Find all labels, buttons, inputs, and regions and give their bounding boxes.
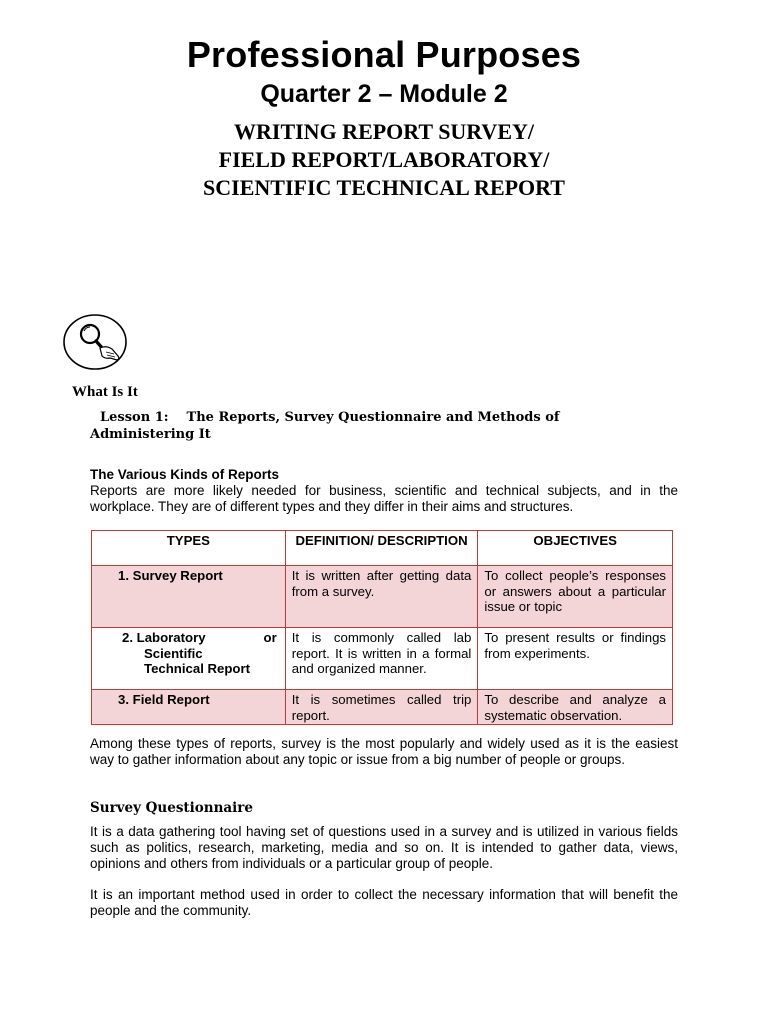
lesson-label: Lesson 1: (100, 410, 169, 425)
module-subtitle: Quarter 2 – Module 2 (260, 80, 508, 108)
type-cell-line: Technical Report (144, 661, 251, 676)
module-title: Professional Purposes (186, 34, 582, 75)
table-row (92, 628, 673, 690)
column-header-types: TYPES (92, 531, 286, 566)
type-cell-line: Scientific (144, 645, 203, 661)
topic-line: SCIENTIFIC TECHNICAL REPORT (203, 175, 565, 200)
table-row (92, 690, 673, 725)
topic-line: FIELD REPORT/LABORATORY/ (218, 147, 550, 172)
survey-questionnaire-para2: It is an important method used in order to collect the necessary information that will benefit the people and the community. (90, 887, 678, 918)
type-cell: 1. Survey Report (92, 566, 286, 628)
column-header-definition: DEFINITION/ DESCRIPTION (285, 531, 478, 566)
kinds-heading: The Various Kinds of Reports (90, 467, 280, 482)
kinds-intro: Reports are more likely needed for business, scientific and technical subjects, and in the workplace. They are of different types and they differ in their aims and structures. (90, 483, 678, 514)
magnifying-glass-hand-icon (62, 312, 128, 372)
type-cell-line: 2. Laboratory or (122, 630, 277, 645)
column-header-objectives: OBJECTIVES (478, 531, 673, 566)
objective-cell: To present results or findings from experiments. (478, 628, 673, 690)
topic-line: WRITING REPORT SURVEY/ (234, 119, 534, 144)
lesson-title (90, 409, 660, 443)
survey-questionnaire-heading: Survey Questionnaire (90, 800, 253, 816)
after-table-paragraph: Among these types of reports, survey is the most popularly and widely used as it is the easiest way to gather information about any topic or issue from a big number of people or groups. (90, 736, 678, 767)
definition-cell: It is commonly called lab report. It is written in a formal and organized manner. (285, 628, 478, 690)
table-row (92, 566, 673, 628)
objective-cell: To collect people’s responses or answers about a particular issue or topic (478, 566, 673, 628)
topic-heading (0, 118, 768, 202)
objective-cell: To describe and analyze a systematic observation. (478, 690, 673, 725)
type-cell: 3. Field Report (92, 690, 286, 725)
definition-cell: It is written after getting data from a survey. (285, 566, 478, 628)
section-heading: What Is It (72, 384, 138, 400)
definition-cell: It is sometimes called trip report. (285, 690, 478, 725)
type-cell (92, 628, 286, 690)
survey-questionnaire-para1: It is a data gathering tool having set of questions used in a survey and is utilized in various fields such as politics, research, marketing, media and so on. It is intended to gather data, views, opinions and others from individuals or a particular group of people. (90, 824, 678, 871)
table-header-row (92, 531, 673, 566)
reports-table (91, 530, 673, 725)
lesson-title-line2: Administering It (90, 427, 211, 442)
lesson-title-line1: The Reports, Survey Questionnaire and Methods of (186, 410, 560, 425)
